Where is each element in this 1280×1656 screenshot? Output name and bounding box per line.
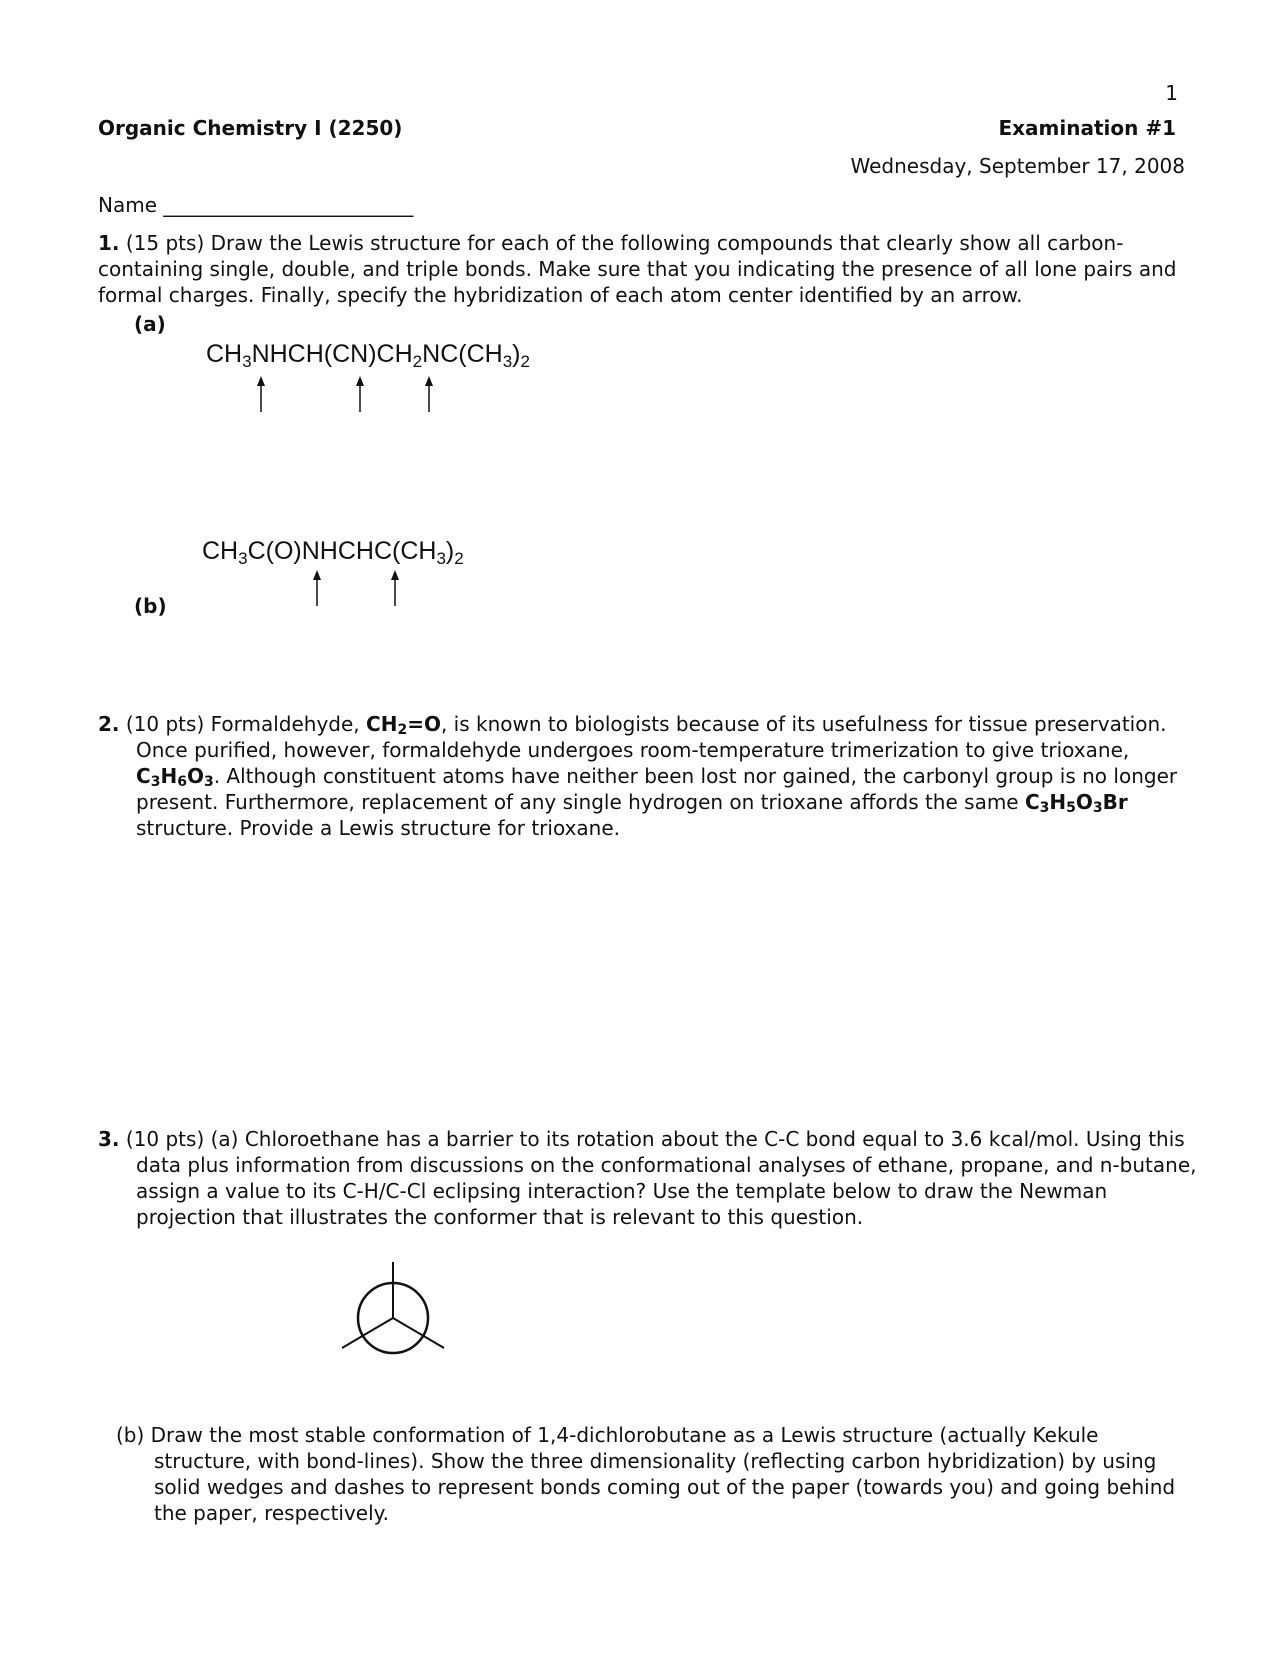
q3-number: 3. <box>98 1127 120 1151</box>
arrow-up-icon <box>389 570 401 606</box>
question-3b: (b) Draw the most stable conformation of 1,4-dichlorobutane as a Lewis structure (actually Kekule structure, with bond-lines). Show the three dimensionality (reflecting carbon hybridization) by using solid wedges and dashes to represent bonds coming out of the paper (towards you) and going behind the paper, respectively. <box>116 1423 1176 1525</box>
question-3a: 3. (10 pts) (a) Chloroethane has a barrier to its rotation about the C-C bond equal to 3.6 kcal/mol. Using this data plus information from discussions on the conformational analyses of ethane, propane, and n-butane, assign a value to its C-H/C-Cl eclipsing interaction? Use the template below to draw the Newman projection that illustrates the conformer that is relevant to this question. <box>98 1127 1197 1229</box>
formaldehyde-formula: $CH_2=O$ <box>366 712 441 738</box>
name-blank: _________________________ <box>163 193 414 217</box>
exam-date: Wednesday, September 17, 2008 <box>850 154 1185 178</box>
arrow-up-icon <box>354 376 366 412</box>
question-1 <box>98 230 1184 308</box>
arrow-up-icon <box>423 376 435 412</box>
course-title: Organic Chemistry I (2250) <box>98 116 403 140</box>
q2-number: 2. <box>98 712 120 736</box>
name-label: Name <box>98 193 158 217</box>
newman-projection-template <box>338 1262 448 1362</box>
arrow-up-icon <box>255 376 267 412</box>
q1-text: (15 pts) Draw the Lewis structure for each of the following compounds that clearly show all carbon-containing single, double, and triple bonds. Make sure that you indicating the presence of all lone pairs and formal charges. Finally, specify the hybridization of each atom center identified by an arrow. <box>98 231 1177 307</box>
page-number: 1 <box>1165 81 1178 105</box>
name-line <box>98 192 413 218</box>
bromotrioxane-formula: $C_3H_5O_3Br$ <box>1024 790 1128 816</box>
arrow-up-icon <box>311 570 323 606</box>
q1-number: 1. <box>98 231 120 255</box>
q1-b-formula: $CH_3C(O)NHCHC(CH_3)_2$ <box>202 537 464 568</box>
q1-b-label: (b) <box>134 594 167 618</box>
q1-a-formula: $CH_3NHCH(CN)CH_2NC(CH_3)_2$ <box>206 340 530 371</box>
question-2: 2. (10 pts) Formaldehyde, $CH_2=O$, is known to biologists because of its usefulness for tissue preservation. Once purified, however, formaldehyde undergoes room-temperature trimerization to give trioxane, $C_3H_6O_3$. Although constituent atoms have neither been lost nor gained, the carbonyl group is no longer present. Furthermore, replacement of any single hydrogen on trioxane affords the same $C_3H_5O_3Br$ structure. Provide a Lewis structure for trioxane. <box>98 712 1178 840</box>
exam-title: Examination #1 <box>998 116 1176 140</box>
q1-a-label: (a) <box>134 312 166 336</box>
trioxane-formula: $C_3H_6O_3$ <box>136 764 214 790</box>
